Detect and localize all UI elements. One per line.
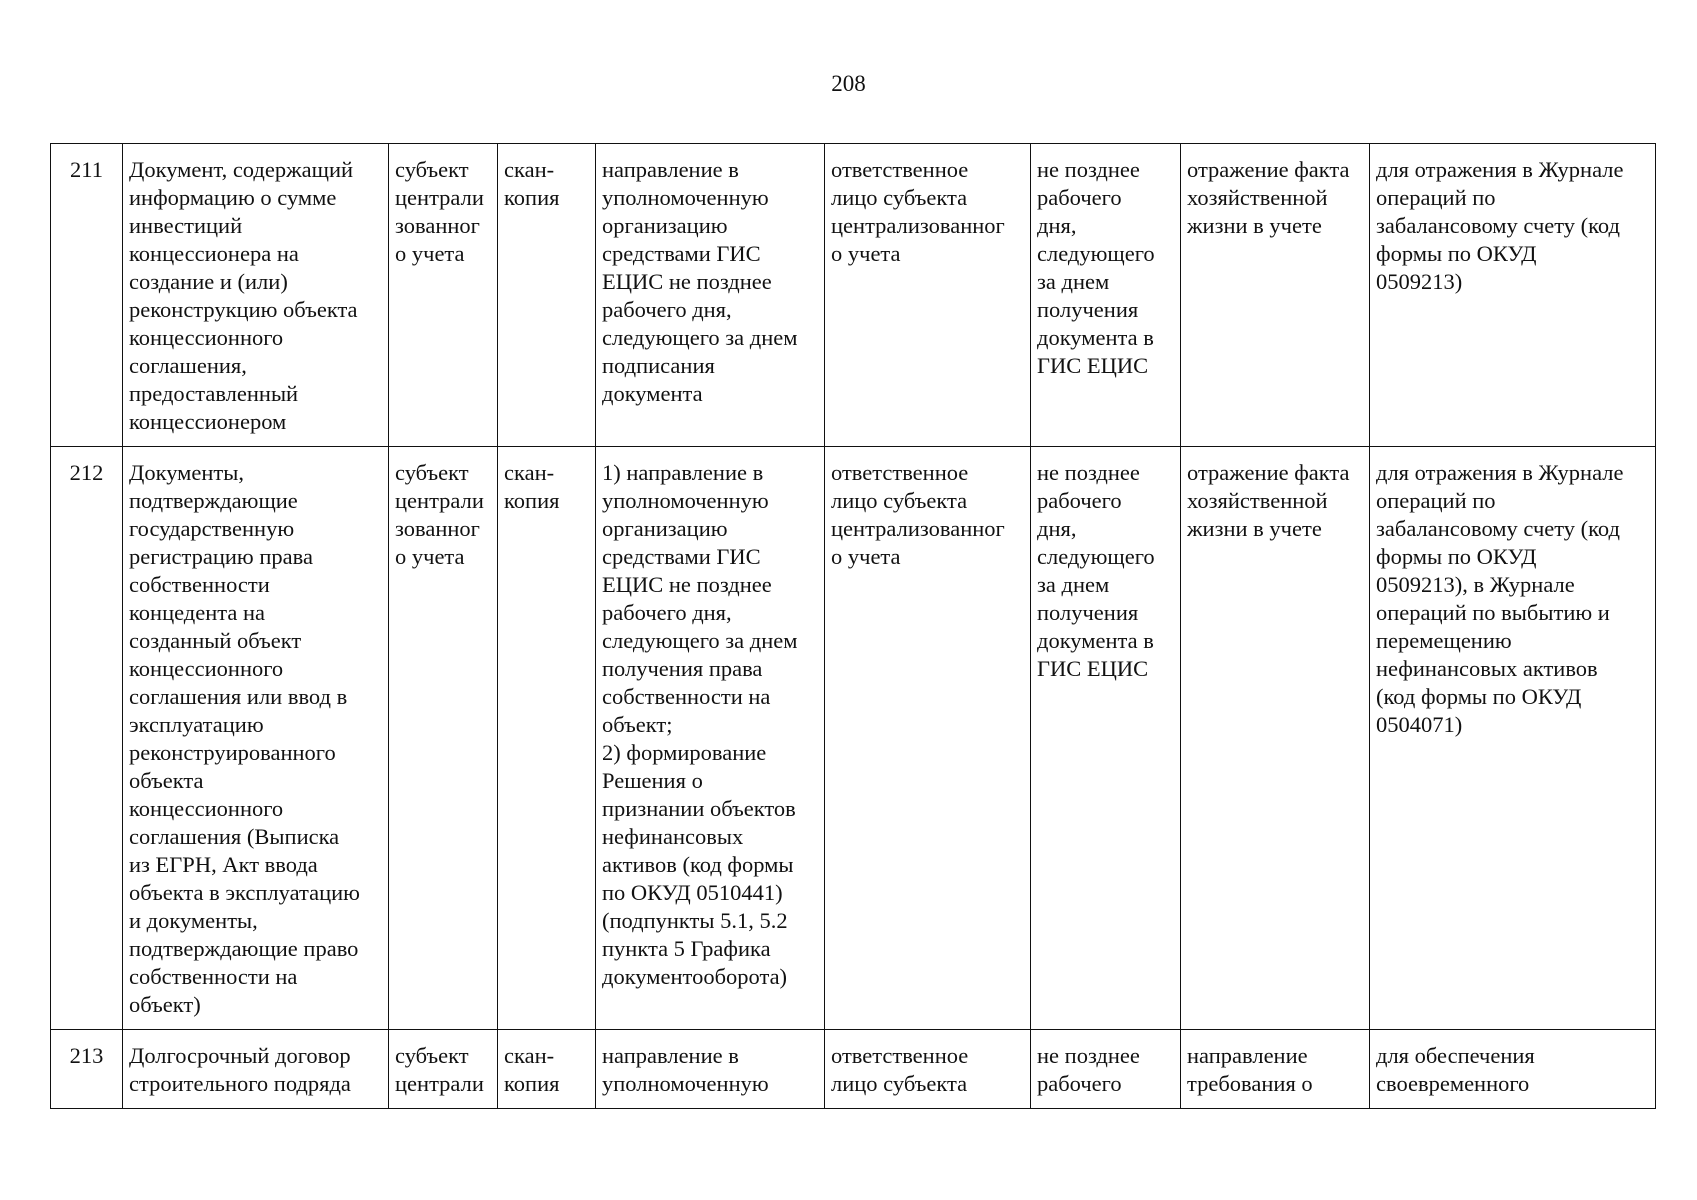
row-number-cell: 212 [51, 447, 123, 1030]
creator-cell: субъект централи зованног о учета [389, 447, 498, 1030]
document-name-cell: Долгосрочный договор строительного подряда [123, 1030, 389, 1109]
deadline-cell: не позднее рабочего [1031, 1030, 1181, 1109]
table-row [51, 1030, 1656, 1109]
purpose-cell: направление требования о [1181, 1030, 1370, 1109]
purpose-cell: отражение факта хозяйственной жизни в учете [1181, 447, 1370, 1030]
format-cell: скан- копия [498, 144, 596, 447]
creator-cell: субъект централи зованног о учета [389, 144, 498, 447]
purpose-cell: отражение факта хозяйственной жизни в учете [1181, 144, 1370, 447]
note-cell: для отражения в Журнале операций по забалансовому счету (код формы по ОКУД 0509213) [1370, 144, 1656, 447]
format-cell: скан- копия [498, 1030, 596, 1109]
document-name-cell: Документ, содержащий информацию о сумме инвестиций концессионера на создание и (или) реконструкцию объекта концессионного соглашения, предоставленный концессионером [123, 144, 389, 447]
responsible-cell: ответственное лицо субъекта централизованног о учета [825, 447, 1031, 1030]
action-cell: направление в уполномоченную организацию средствами ГИС ЕЦИС не позднее рабочего дня, следующего за днем подписания документа [596, 144, 825, 447]
note-cell: для обеспечения своевременного [1370, 1030, 1656, 1109]
creator-cell: субъект централи [389, 1030, 498, 1109]
page-number: 208 [831, 71, 866, 96]
deadline-cell: не позднее рабочего дня, следующего за днем получения документа в ГИС ЕЦИС [1031, 144, 1181, 447]
table-row [51, 447, 1656, 1030]
document-table [50, 143, 1656, 1109]
document-name-cell: Документы, подтверждающие государственную регистрацию права собственности концедента на созданный объект концессионного соглашения или ввод в эксплуатацию реконструированного объекта концессионного соглашения (Выписка из ЕГРН, Акт ввода объекта в эксплуатацию и документы, подтверждающие право собственности на объект) [123, 447, 389, 1030]
row-number-cell: 213 [51, 1030, 123, 1109]
responsible-cell: ответственное лицо субъекта [825, 1030, 1031, 1109]
table-row [51, 144, 1656, 447]
responsible-cell: ответственное лицо субъекта централизованног о учета [825, 144, 1031, 447]
format-cell: скан- копия [498, 447, 596, 1030]
note-cell: для отражения в Журнале операций по забалансовому счету (код формы по ОКУД 0509213), в Журнале операций по выбытию и перемещению нефинансовых активов (код формы по ОКУД 0504071) [1370, 447, 1656, 1030]
action-cell: направление в уполномоченную [596, 1030, 825, 1109]
row-number-cell: 211 [51, 144, 123, 447]
action-cell: 1) направление в уполномоченную организацию средствами ГИС ЕЦИС не позднее рабочего дня, следующего за днем получения права собственности на объект; 2) формирование Решения о признании объектов нефинансовых активов (код формы по ОКУД 0510441) (подпункты 5.1, 5.2 пункта 5 Графика документооборота) [596, 447, 825, 1030]
deadline-cell: не позднее рабочего дня, следующего за днем получения документа в ГИС ЕЦИС [1031, 447, 1181, 1030]
